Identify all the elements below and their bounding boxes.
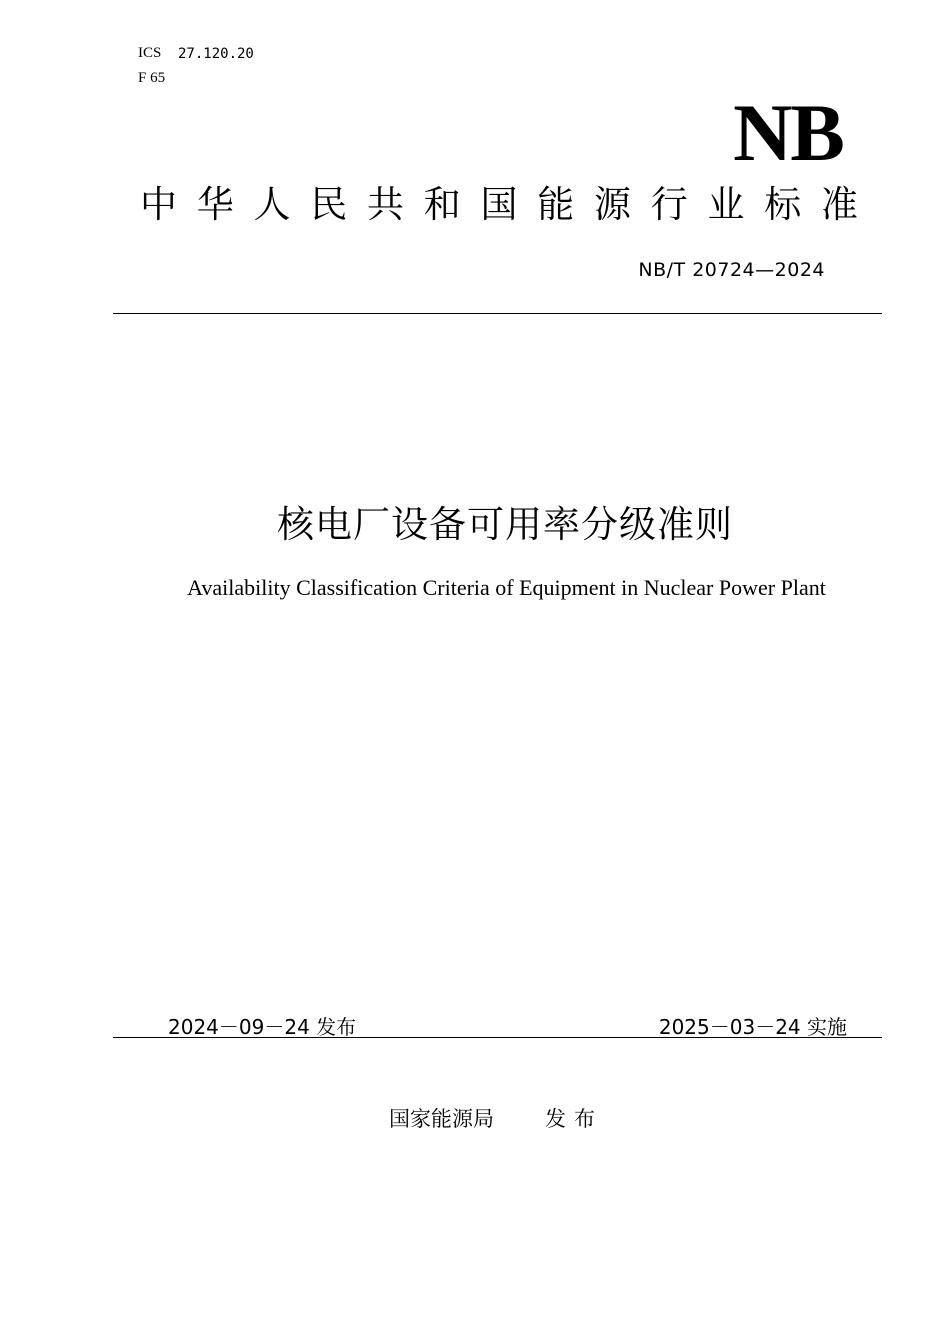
document-title-english: Availability Classification Criteria of Equipment in Nuclear Power Plant (187, 575, 826, 600)
ics-code: 27.120.20 (178, 46, 254, 62)
issuing-authority: 国家能源局 (389, 1107, 494, 1131)
category-char: 业 (707, 183, 745, 226)
standard-category-heading (140, 185, 858, 226)
category-char: 共 (367, 183, 404, 226)
issuing-action: 发布 (545, 1107, 603, 1131)
category-char: 中 (140, 183, 177, 226)
category-char: 准 (821, 183, 858, 226)
category-char: 能 (537, 183, 575, 226)
category-char: 和 (423, 183, 461, 226)
bottom-divider (113, 1037, 882, 1038)
document-title-chinese: 核电厂设备可用率分级准则 (277, 503, 733, 546)
implementation-date: 2025－03－24 实施 (658, 1015, 847, 1039)
standard-number: NB/T 20724—2024 (638, 259, 825, 281)
ics-label: ICS (138, 45, 162, 61)
ccs-code: F 65 (138, 70, 166, 86)
category-char: 人 (253, 183, 291, 226)
category-char: 华 (196, 183, 234, 226)
category-char: 源 (594, 183, 631, 226)
category-char: 民 (310, 183, 348, 226)
category-char: 标 (764, 183, 802, 226)
nb-logo: NB (733, 87, 843, 178)
category-char: 行 (650, 183, 688, 226)
top-divider (113, 313, 882, 314)
issue-date: 2024－09－24 发布 (168, 1015, 357, 1039)
category-char: 国 (480, 183, 518, 226)
